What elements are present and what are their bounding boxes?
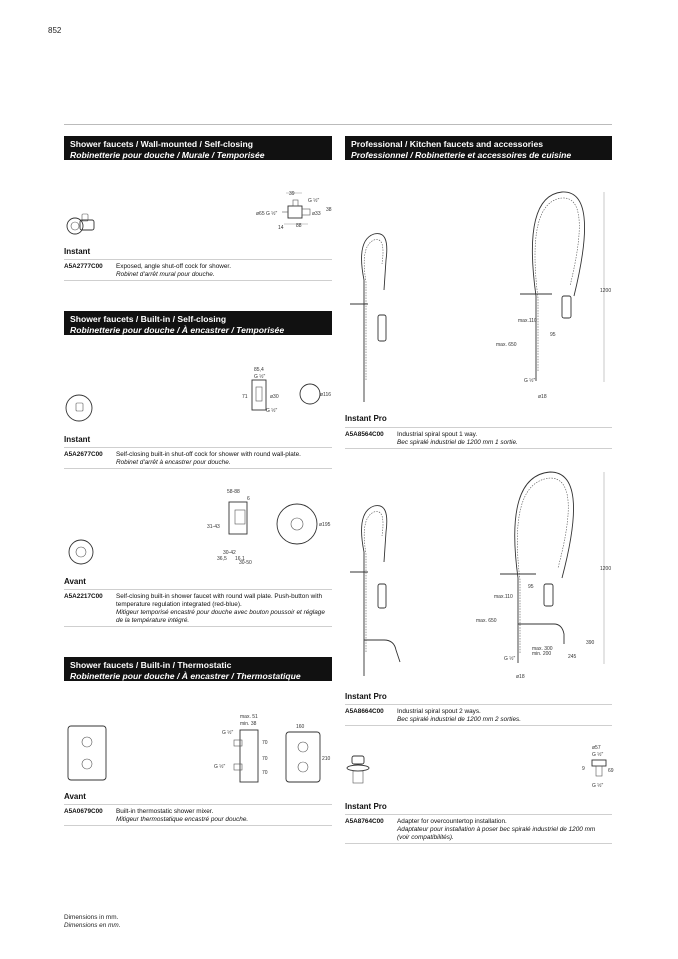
dim-label: 160 (296, 724, 305, 730)
section-header-built-in-self-closing (64, 311, 332, 335)
dim-label: ø18 (516, 674, 525, 680)
dim-label: 95 (528, 584, 534, 590)
desc-fr: Mitigeur thermostatique encastré pour douche. (116, 816, 249, 823)
product-description (397, 708, 521, 724)
spiral-spout-1-way-image (344, 220, 394, 410)
dim-label: 71 (242, 394, 248, 400)
product-name: Avant (64, 577, 86, 586)
dim-label: 36,5 (217, 556, 227, 562)
desc-en: Built-in thermostatic shower mixer. (116, 808, 214, 815)
dim-label: ø57 (592, 745, 601, 751)
product-code: A5A2677C00 (64, 451, 103, 458)
angle-shutoff-cock-image (66, 208, 100, 242)
footer-text: Dimensions in mm. (64, 914, 119, 921)
desc-fr: Mitigeur temporisé encastré pour douche avec bouton poussoir et réglage de la température intégré. (116, 609, 325, 624)
push-button-shower-faucet-image (66, 537, 96, 567)
product-row-A5A2777C00 (64, 259, 332, 281)
page-number: 852 (48, 26, 62, 35)
dim-label: 9 (582, 766, 585, 772)
product-code: A5A2777C00 (64, 263, 103, 270)
product-row-A5A8764C00 (345, 814, 612, 844)
dimension-drawing-thermostatic-mixer (212, 712, 340, 788)
dim-label: ø30 (270, 394, 279, 400)
dim-label: max. 650 (496, 342, 517, 348)
section-header-professional-kitchen (345, 136, 612, 160)
dimension-drawing-shutoff-cock (250, 188, 335, 233)
dimension-drawing-adapter (578, 742, 618, 790)
product-name: Instant (64, 435, 91, 444)
product-name: Instant Pro (345, 414, 387, 423)
dim-label: 70 (262, 740, 268, 746)
dim-label: 1200 (600, 566, 612, 572)
round-wallplate-shutoff-image (64, 393, 94, 423)
dim-label: 16,1 (235, 556, 245, 562)
product-description (397, 431, 518, 447)
desc-fr: Robinet d'arrêt mural pour douche. (116, 271, 215, 278)
product-row-A5A8664C00 (345, 704, 612, 726)
dim-label: G ½" (592, 783, 604, 789)
dim-label: G ½" (504, 656, 516, 662)
product-description (397, 818, 609, 842)
dim-label: 210 (322, 756, 331, 762)
dim-label: min. 200 (532, 651, 552, 657)
product-code: A5A2217C00 (64, 593, 103, 600)
product-code: A5A0679C00 (64, 808, 103, 815)
section-title: Shower faucets / Built-in / Self-closing (70, 314, 227, 324)
product-name: Avant (64, 792, 86, 801)
dim-label: 31-43 (207, 524, 220, 530)
product-row-A5A2217C00 (64, 589, 332, 627)
dim-label: 38 (326, 207, 332, 213)
product-description (116, 451, 301, 467)
footer-text-fr: Dimensions en mm. (64, 922, 121, 929)
dim-label: G ½" (266, 408, 278, 414)
dim-label: 69 (608, 768, 614, 774)
dim-label: max. 51 (240, 714, 258, 720)
dim-label: 30-42 (223, 550, 236, 556)
dim-label: ø65 G ½" (256, 211, 278, 217)
product-description (116, 593, 330, 625)
section-title-fr: Robinetterie pour douche / Murale / Temporisée (70, 150, 265, 160)
product-description (116, 808, 248, 824)
dim-label: ø33 (312, 211, 321, 217)
section-title: Shower faucets / Built-in / Thermostatic (70, 660, 232, 670)
product-code: A5A8764C00 (345, 818, 384, 825)
desc-fr: Bec spiralé industriel de 1200 mm 2 sorties. (397, 716, 521, 723)
section-title-fr: Robinetterie pour douche / À encastrer / Temporisée (70, 325, 285, 335)
product-row-A5A2677C00 (64, 447, 332, 469)
product-description (116, 263, 231, 279)
dim-label: G ½" (308, 198, 320, 204)
dimension-drawing-push-button-faucet (205, 486, 337, 566)
adapter-image (344, 754, 372, 788)
desc-en: Exposed, angle shut-off cock for shower. (116, 263, 231, 270)
section-title-fr: Robinetterie pour douche / À encastrer / Thermostatique (70, 671, 301, 681)
dim-label: 70 (262, 770, 268, 776)
dim-label: 58-88 (227, 489, 240, 495)
product-row-A5A8564C00 (345, 427, 612, 449)
section-header-wall-mounted (64, 136, 332, 160)
product-name: Instant Pro (345, 692, 387, 701)
product-name: Instant Pro (345, 802, 387, 811)
dim-label: 30-50 (239, 560, 252, 566)
dim-label: ø195 (319, 522, 331, 528)
footer-note (64, 914, 120, 930)
dimension-drawing-wallplate-cock (240, 365, 336, 415)
section-title: Professional / Kitchen faucets and accessories (351, 139, 544, 149)
desc-en: Industrial spiral spout 1 way. (397, 431, 478, 438)
product-row-A5A0679C00 (64, 804, 332, 826)
dim-label: max.110 (518, 318, 537, 324)
desc-fr: Adaptateur pour installation à poser bec spiralé industriel de 1200 mm (voir compatibilités). (397, 826, 596, 841)
dim-label: max. 300 (532, 646, 553, 652)
desc-fr: Robinet d'arrêt à encastrer pour douche. (116, 459, 231, 466)
dim-label: 6 (247, 496, 250, 502)
desc-en: Self-closing built-in shut-off cock for shower with round wall-plate. (116, 451, 301, 458)
dim-label: G ½" (524, 378, 536, 384)
desc-en: Industrial spiral spout 2 ways. (397, 708, 481, 715)
section-title: Shower faucets / Wall-mounted / Self-closing (70, 139, 254, 149)
dim-label: max. 650 (476, 618, 497, 624)
dim-label: 14 (278, 225, 284, 231)
desc-en: Self-closing built-in shower faucet with round wall plate. Push-button with temperature regulation integrated (red-blue). (116, 593, 323, 608)
dim-label: G ½" (254, 374, 266, 380)
section-header-thermostatic (64, 657, 332, 681)
product-code: A5A8564C00 (345, 431, 384, 438)
dim-label: 88 (296, 223, 302, 229)
dim-label: 39 (289, 191, 295, 197)
dim-label: ø116 (320, 392, 332, 398)
dim-label: 95 (550, 332, 556, 338)
section-title-fr: Professionnel / Robinetterie et accessoires de cuisine (351, 150, 572, 160)
dim-label: ø18 (538, 394, 547, 400)
dim-label: 1200 (600, 288, 612, 294)
dimension-drawing-spiral-spout-1-way (492, 186, 612, 398)
dim-label: 245 (568, 654, 577, 660)
desc-fr: Bec spiralé industriel de 1200 mm 1 sortie. (397, 439, 518, 446)
dim-label: 85,4 (254, 367, 264, 373)
dim-label: 70 (262, 756, 268, 762)
spiral-spout-2-ways-image (344, 492, 404, 684)
product-name: Instant (64, 247, 91, 256)
desc-en: Adapter for overcountertop installation. (397, 818, 507, 825)
top-divider (64, 124, 612, 125)
dim-label: min. 38 (240, 721, 257, 727)
thermostatic-mixer-image (66, 724, 110, 784)
dim-label: G ½" (222, 730, 234, 736)
dim-label: 390 (586, 640, 595, 646)
product-code: A5A8664C00 (345, 708, 384, 715)
dim-label: max.110 (494, 594, 513, 600)
dimension-drawing-spiral-spout-2-ways (474, 468, 612, 680)
dim-label: G ½" (592, 752, 604, 758)
dim-label: G ½" (214, 764, 226, 770)
